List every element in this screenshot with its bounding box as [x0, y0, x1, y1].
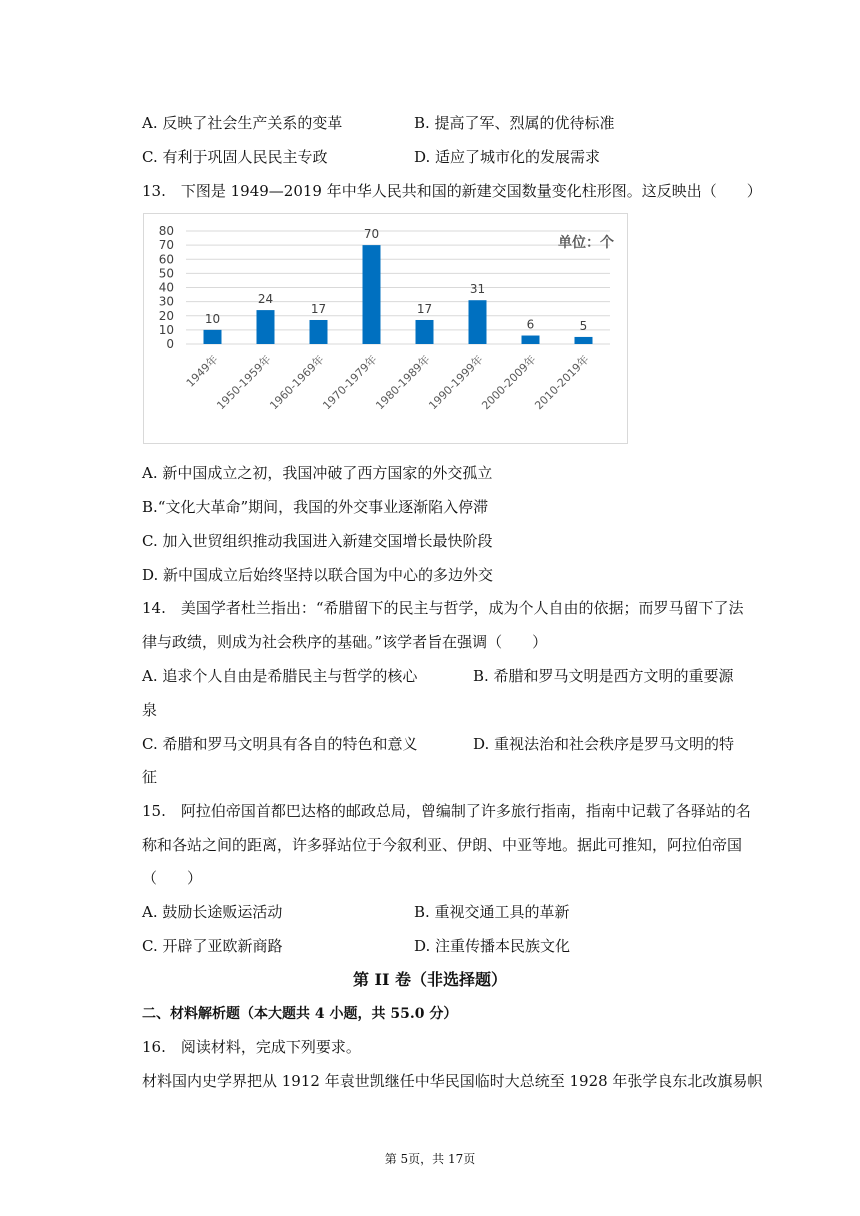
y-tick-label: 10: [158, 322, 174, 337]
q14-stem-line2: 律与政绩，则成为社会秩序的基础。”该学者旨在强调（ ）: [142, 633, 548, 651]
data-label: 17: [416, 301, 433, 316]
bar-2: [310, 320, 328, 344]
q14-option-c: C. 希腊和罗马文明具有各自的特色和意义: [142, 735, 418, 753]
bar-7: [575, 337, 593, 344]
x-tick-label: 1949年: [183, 352, 221, 390]
q12-option-d: D. 适应了城市化的发展需求: [414, 148, 601, 166]
y-tick-label: 70: [158, 238, 174, 253]
x-tick-label: 1960-1969年: [267, 352, 327, 413]
q13-option-b: B.“文化大革命”期间，我国的外交事业逐渐陷入停滞: [142, 498, 489, 516]
part-two-heading: 二、材料解析题（本大题共 4 小题，共 55.0 分）: [142, 1006, 458, 1022]
x-tick-label: 1980-1989年: [373, 352, 433, 413]
chart-gridlines: [186, 231, 610, 344]
page-footer: 第 5页，共 17页: [384, 1152, 476, 1166]
q15-option-b: B. 重视交通工具的革新: [414, 903, 570, 921]
data-label: 31: [469, 282, 486, 297]
x-tick-label: 1970-1979年: [320, 352, 380, 413]
x-tick-label: 1950-1959年: [214, 352, 274, 413]
q15-option-a: A. 鼓励长途贩运活动: [142, 903, 283, 921]
bar-5: [469, 300, 487, 344]
bar-1: [257, 310, 275, 344]
y-tick-label: 0: [166, 337, 174, 351]
y-tick-label: 60: [158, 252, 174, 267]
q14-option-b-wrap: 泉: [142, 701, 158, 719]
q14-option-a: A. 追求个人自由是希腊民主与哲学的核心: [142, 667, 418, 685]
x-tick-label: 2000-2009年: [479, 352, 539, 413]
bar-0: [204, 330, 222, 344]
q14-option-d: D. 重视法治和社会秩序是罗马文明的特: [473, 735, 735, 753]
y-tick-label: 50: [158, 266, 174, 281]
q16-material: 材料国内史学界把从 1912 年袁世凯继任中华民国临时大总统至 1928 年张学良东北改旗易帜: [142, 1072, 763, 1090]
chart-unit-label: 单位：个: [558, 235, 614, 251]
chart-x-ticks: [183, 352, 591, 412]
x-tick-label: 1990-1999年: [426, 352, 486, 413]
bar-6: [522, 336, 540, 344]
q15-option-d: D. 注重传播本民族文化: [414, 937, 571, 955]
y-tick-label: 20: [158, 308, 174, 323]
data-label: 70: [363, 227, 380, 242]
bar-4: [416, 320, 434, 344]
y-tick-label: 40: [158, 280, 174, 295]
q15-stem-line1: 15. 阿拉伯帝国首都巴达格的邮政总局，曾编制了许多旅行指南，指南中记载了各驿站的名: [142, 802, 751, 820]
q13-stem: 13. 下图是 1949—2019 年中华人民共和国的新建交国数量变化柱形图。这反映出（ ）: [142, 182, 762, 200]
q14-option-d-wrap: 征: [142, 768, 158, 786]
q12-option-a: A. 反映了社会生产关系的变革: [142, 114, 343, 132]
y-tick-label: 30: [158, 294, 174, 309]
bar-chart: [143, 213, 628, 444]
q13-option-c: C. 加入世贸组织推动我国进入新建交国增长最快阶段: [142, 532, 493, 550]
data-label: 5: [579, 318, 588, 333]
q15-stem-line3: （ ）: [142, 869, 203, 887]
q13-option-d: D. 新中国成立后始终坚持以联合国为中心的多边外交: [142, 566, 494, 584]
y-tick-label: 80: [158, 224, 174, 238]
q13-option-a: A. 新中国成立之初，我国冲破了西方国家的外交孤立: [142, 464, 493, 482]
data-label: 24: [257, 292, 274, 307]
x-tick-label: 2010-2019年: [532, 352, 592, 413]
q14-option-b: B. 希腊和罗马文明是西方文明的重要源: [473, 667, 734, 685]
q16-stem: 16. 阅读材料，完成下列要求。: [142, 1038, 361, 1056]
q15-option-c: C. 开辟了亚欧新商路: [142, 937, 283, 955]
data-label: 6: [526, 317, 535, 332]
q14-stem-line1: 14. 美国学者杜兰指出：“希腊留下的民主与哲学，成为个人自由的依据；而罗马留下了法: [142, 599, 744, 617]
section-title: 第 II 卷（非选择题）: [352, 970, 508, 989]
data-label: 10: [204, 311, 221, 326]
bar-3: [363, 245, 381, 344]
q15-stem-line2: 称和各站之间的距离，许多驿站位于今叙利亚、伊朗、中亚等地。据此可推知，阿拉伯帝国: [142, 836, 743, 854]
chart-y-ticks: [159, 224, 174, 351]
data-label: 17: [310, 301, 327, 316]
q12-option-b: B. 提高了军、烈属的优待标准: [414, 114, 615, 132]
bar-chart-svg: [144, 214, 627, 443]
q12-option-c: C. 有利于巩固人民民主专政: [142, 148, 328, 166]
